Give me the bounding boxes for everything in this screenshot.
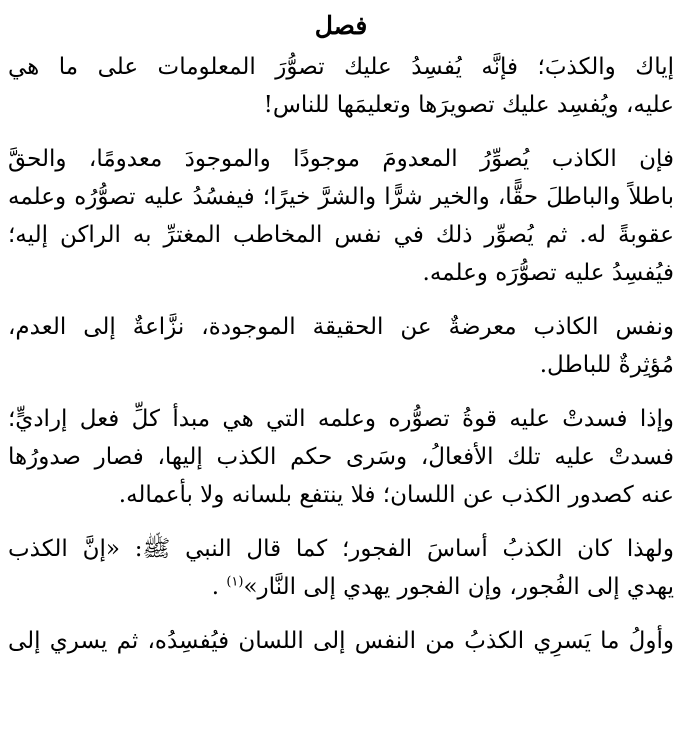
- text-line: يهدي إلى الفُجور، وإن الفجور يهدي إلى النَّار»: [243, 574, 674, 600]
- paragraph-2: [8, 140, 674, 292]
- text-line: ولهذا كان الكذبُ أساسَ الفجور؛ كما قال النبي ﷺ: «إنَّ الكذب: [8, 536, 674, 562]
- section-heading: فصل: [314, 11, 368, 40]
- text-line: عنه كصدور الكذب عن اللسان؛ فلا ينتفع بلسانه ولا بأعماله.: [118, 482, 674, 508]
- text-line-with-footnote: يهدي إلى الفُجور، وإن الفجور يهدي إلى النَّار»$^{(١)}$ .: [211, 574, 674, 600]
- paragraph-6: [8, 622, 674, 660]
- text-line: عقوبةً له. ثم يُصوِّر ذلك في نفس المخاطب المغترِّ به الراكن إليه؛: [8, 222, 674, 248]
- text-line: وأولُ ما يَسرِي الكذبُ من النفس إلى اللسان فيُفسِدُه، ثم يسري إلى: [8, 628, 674, 654]
- text-line: وإذا فسدتْ عليه قوةُ تصوُّره وعلمه التي هي مبدأ كلِّ فعل إراديٍّ؛: [8, 406, 674, 432]
- paragraph-3: [8, 308, 674, 384]
- text-line: فإن الكاذب يُصوِّرُ المعدومَ موجودًا والموجودَ معدومًا، والحقَّ: [8, 146, 674, 172]
- text-line: مُؤثِرةٌ للباطل.: [539, 352, 674, 378]
- text-line: ونفس الكاذب معرضةٌ عن الحقيقة الموجودة، نزَّاعةٌ إلى العدم،: [8, 314, 674, 340]
- paragraph-5: [8, 530, 674, 606]
- paragraph-4: [8, 400, 674, 514]
- text-line: فسدتْ عليه تلك الأفعالُ، وسَرى حكم الكذب إليها، فصار صدورُها: [8, 444, 674, 470]
- text-line: باطلاً والباطلَ حقًّا، والخير شرًّا والشرَّ خيرًا؛ فيفسُدُ عليه تصوُّرُه وعلمه: [8, 184, 674, 210]
- paragraph-1: [8, 48, 674, 124]
- text-line: عليه، ويُفسِد عليك تصويرَها وتعليمَها للناس!: [263, 92, 674, 118]
- text-line: إياك والكذبَ؛ فإنَّه يُفسِدُ عليك تصوُّرَ المعلومات على ما هي: [8, 54, 674, 80]
- document-page: [8, 6, 674, 676]
- footnote-marker[interactable]: (١): [226, 574, 244, 590]
- text-line: فيُفسِدُ عليه تصوُّرَه وعلمه.: [422, 260, 674, 286]
